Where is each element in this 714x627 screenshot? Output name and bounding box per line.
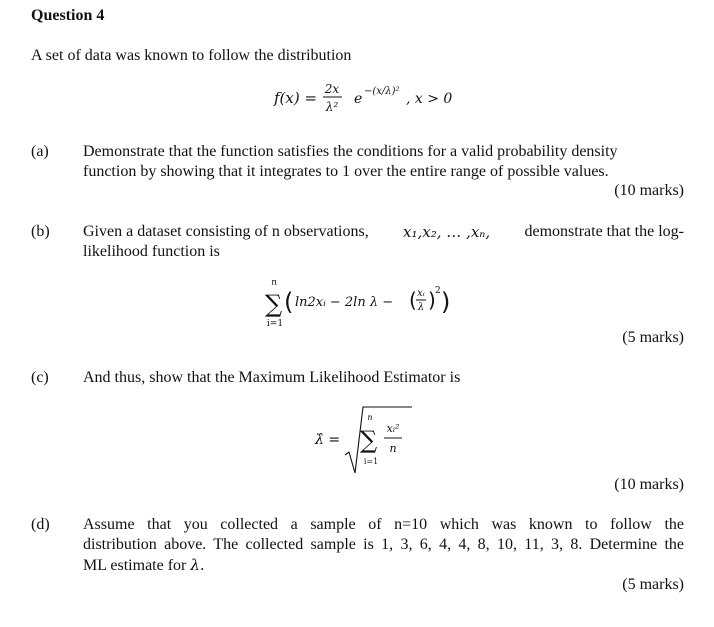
part-a-line-1: Demonstrate that the function satisfies the conditions for a valid probability density	[83, 143, 618, 160]
pdf-denominator: λ²	[325, 100, 339, 114]
part-b-line-1-start: Given a dataset consisting of n observations,	[83, 223, 369, 240]
intro-text: A set of data was known to follow the distribution	[31, 47, 352, 64]
loglik-inner-close: )	[428, 288, 436, 312]
pdf-formula	[270, 80, 470, 120]
question-title: Question 4	[31, 7, 105, 24]
loglik-inner-open: (	[409, 288, 417, 312]
mle-lhs: λ̂ =	[315, 432, 341, 448]
part-d-line-2: distribution above. The collected sample is 1, 3, 6, 4, 4, 8, 10, 11, 3, 8. Determine the	[83, 536, 684, 553]
part-d-line-3-math: λ.	[190, 556, 205, 574]
pdf-condition: , x > 0	[406, 91, 453, 107]
loglik-sum-bottom: i=1	[266, 319, 284, 329]
part-d-line-1: Assume that you collected a sample of n=10 which was known to follow the	[83, 516, 684, 533]
part-b-marks: (5 marks)	[622, 329, 684, 346]
loglik-sum-icon: ∑	[265, 290, 283, 318]
part-b-label: (b)	[31, 223, 50, 240]
mle-sum-top: n	[367, 413, 373, 422]
mle-denominator: n	[389, 442, 397, 455]
part-d-label: (d)	[31, 516, 50, 533]
part-c-line-1: And thus, show that the Maximum Likelihood Estimator is	[83, 369, 461, 386]
mle-sum-bottom: i=1	[363, 457, 379, 466]
part-d-line-3-start: ML estimate for	[83, 557, 187, 574]
mle-formula	[313, 405, 413, 475]
mle-radical-icon	[345, 407, 412, 473]
part-c-marks: (10 marks)	[614, 476, 684, 493]
pdf-base: e	[354, 91, 363, 107]
pdf-exponent: −(x/λ)²	[364, 86, 400, 97]
mle-numerator: xᵢ²	[386, 422, 400, 435]
loglik-inner-den: λ	[417, 302, 425, 313]
loglik-open-paren: (	[284, 288, 294, 316]
loglik-term: ln2xᵢ − 2ln λ −	[295, 295, 394, 310]
part-a-marks: (10 marks)	[614, 182, 684, 199]
pdf-numerator: 2x	[324, 82, 340, 96]
part-a-line-2: function by showing that it integrates to 1 over the entire range of possible values.	[83, 163, 609, 180]
loglik-close-paren: )	[441, 288, 451, 316]
pdf-lhs: f(x) =	[274, 89, 318, 107]
log-likelihood-formula	[262, 277, 452, 331]
loglik-square: 2	[435, 286, 441, 296]
part-d-marks: (5 marks)	[622, 576, 684, 593]
part-b-line-1-math: x₁,x₂, … ,xₙ,	[403, 223, 491, 241]
part-b-line-1-end: demonstrate that the log-	[524, 223, 684, 240]
part-c-label: (c)	[31, 369, 49, 386]
loglik-inner-num: xᵢ	[417, 288, 425, 299]
part-b-line-2: likelihood function is	[83, 243, 220, 260]
part-b-line-1	[83, 222, 684, 242]
part-a-label: (a)	[31, 143, 49, 160]
part-d-line-3	[83, 555, 205, 576]
mle-sum-icon: ∑	[360, 426, 378, 454]
loglik-sum-top: n	[271, 278, 277, 288]
